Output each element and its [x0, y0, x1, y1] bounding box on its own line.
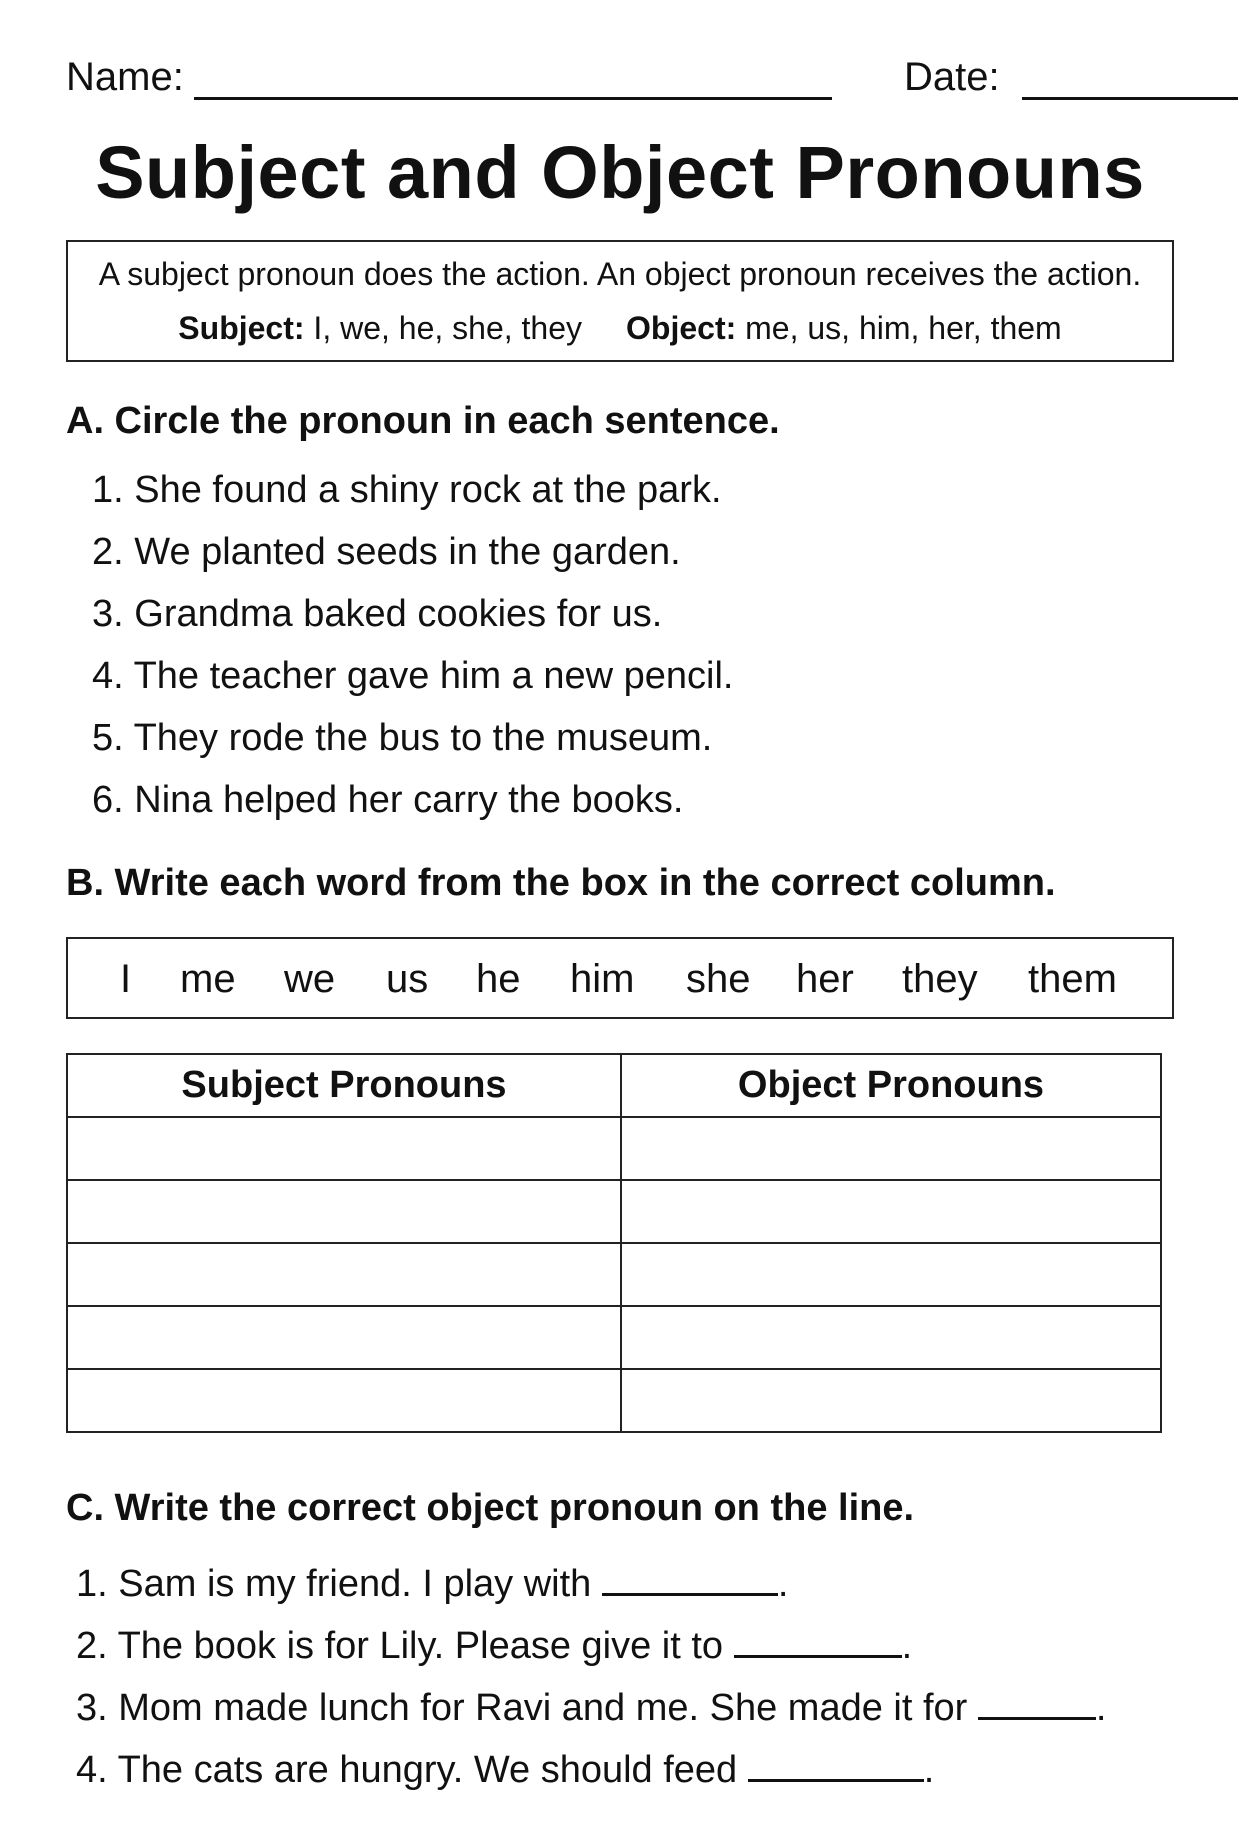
- subject-answer-cell[interactable]: [67, 1306, 621, 1369]
- word-bank-word[interactable]: us: [386, 957, 429, 1001]
- word-bank-word[interactable]: me: [180, 957, 236, 1001]
- object-column-header: Object Pronouns: [621, 1054, 1161, 1117]
- table-row: [67, 1369, 1161, 1432]
- sort-table: [66, 1053, 1162, 1433]
- definition-text: A subject pronoun does the action. An object pronoun receives the action.: [98, 256, 1142, 292]
- object-answer-cell[interactable]: [621, 1180, 1161, 1243]
- object-list: me, us, him, her, them: [736, 310, 1062, 346]
- list-item: 1. Sam is my friend. I play with .: [76, 1549, 1106, 1611]
- object-answer-cell[interactable]: [621, 1117, 1161, 1180]
- object-label: Object:: [626, 310, 737, 346]
- word-bank: [66, 937, 1174, 1019]
- section-a-title: A. Circle the pronoun in each sentence.: [66, 400, 780, 442]
- subject-column-header: Subject Pronouns: [67, 1054, 621, 1117]
- section-b-title: B. Write each word from the box in the correct column.: [66, 862, 1056, 904]
- subject-list: I, we, he, she, they: [304, 310, 583, 346]
- table-row: [67, 1243, 1161, 1306]
- date-line[interactable]: [1022, 97, 1238, 100]
- subject-answer-cell[interactable]: [67, 1117, 621, 1180]
- table-row: [67, 1306, 1161, 1369]
- list-item[interactable]: 3. Grandma baked cookies for us.: [92, 593, 663, 635]
- definition-box: [66, 240, 1174, 362]
- subject-label: Subject:: [178, 310, 305, 346]
- word-bank-word[interactable]: him: [570, 957, 635, 1001]
- word-bank-word[interactable]: her: [796, 957, 854, 1001]
- pronoun-lists: [68, 310, 1172, 347]
- answer-blank[interactable]: [978, 1673, 1096, 1720]
- page-title: Subject and Object Pronouns: [95, 131, 1145, 214]
- list-item: 3. Mom made lunch for Ravi and me. She made it for .: [76, 1673, 1106, 1735]
- word-bank-word[interactable]: we: [284, 957, 336, 1001]
- word-bank-word[interactable]: them: [1028, 957, 1117, 1001]
- word-bank-word[interactable]: he: [476, 957, 521, 1001]
- list-item: 2. The book is for Lily. Please give it to .: [76, 1611, 1106, 1673]
- list-item[interactable]: 6. Nina helped her carry the books.: [92, 779, 684, 821]
- section-c-list: [76, 1549, 1106, 1797]
- date-label: Date:: [904, 55, 1000, 99]
- list-item[interactable]: 5. They rode the bus to the museum.: [92, 717, 713, 759]
- list-item[interactable]: 1. She found a shiny rock at the park.: [92, 469, 722, 511]
- word-bank-word[interactable]: she: [686, 957, 751, 1001]
- table-row: [67, 1117, 1161, 1180]
- section-a-list: [92, 459, 733, 831]
- section-c-title: C. Write the correct object pronoun on the line.: [66, 1487, 915, 1529]
- list-item[interactable]: 2. We planted seeds in the garden.: [92, 531, 681, 573]
- answer-blank[interactable]: [748, 1735, 924, 1782]
- word-bank-word[interactable]: they: [902, 957, 978, 1001]
- name-line[interactable]: [194, 97, 832, 100]
- name-label: Name:: [66, 55, 184, 99]
- list-item[interactable]: 4. The teacher gave him a new pencil.: [92, 655, 734, 697]
- answer-blank[interactable]: [602, 1549, 778, 1596]
- answer-blank[interactable]: [734, 1611, 902, 1658]
- object-answer-cell[interactable]: [621, 1306, 1161, 1369]
- object-answer-cell[interactable]: [621, 1243, 1161, 1306]
- name-date-header: [66, 55, 1174, 105]
- table-header-row: [67, 1054, 1161, 1117]
- table-row: [67, 1180, 1161, 1243]
- list-item: 4. The cats are hungry. We should feed .: [76, 1735, 1106, 1797]
- subject-answer-cell[interactable]: [67, 1180, 621, 1243]
- subject-answer-cell[interactable]: [67, 1243, 621, 1306]
- subject-answer-cell[interactable]: [67, 1369, 621, 1432]
- object-answer-cell[interactable]: [621, 1369, 1161, 1432]
- word-bank-word[interactable]: I: [120, 957, 132, 1001]
